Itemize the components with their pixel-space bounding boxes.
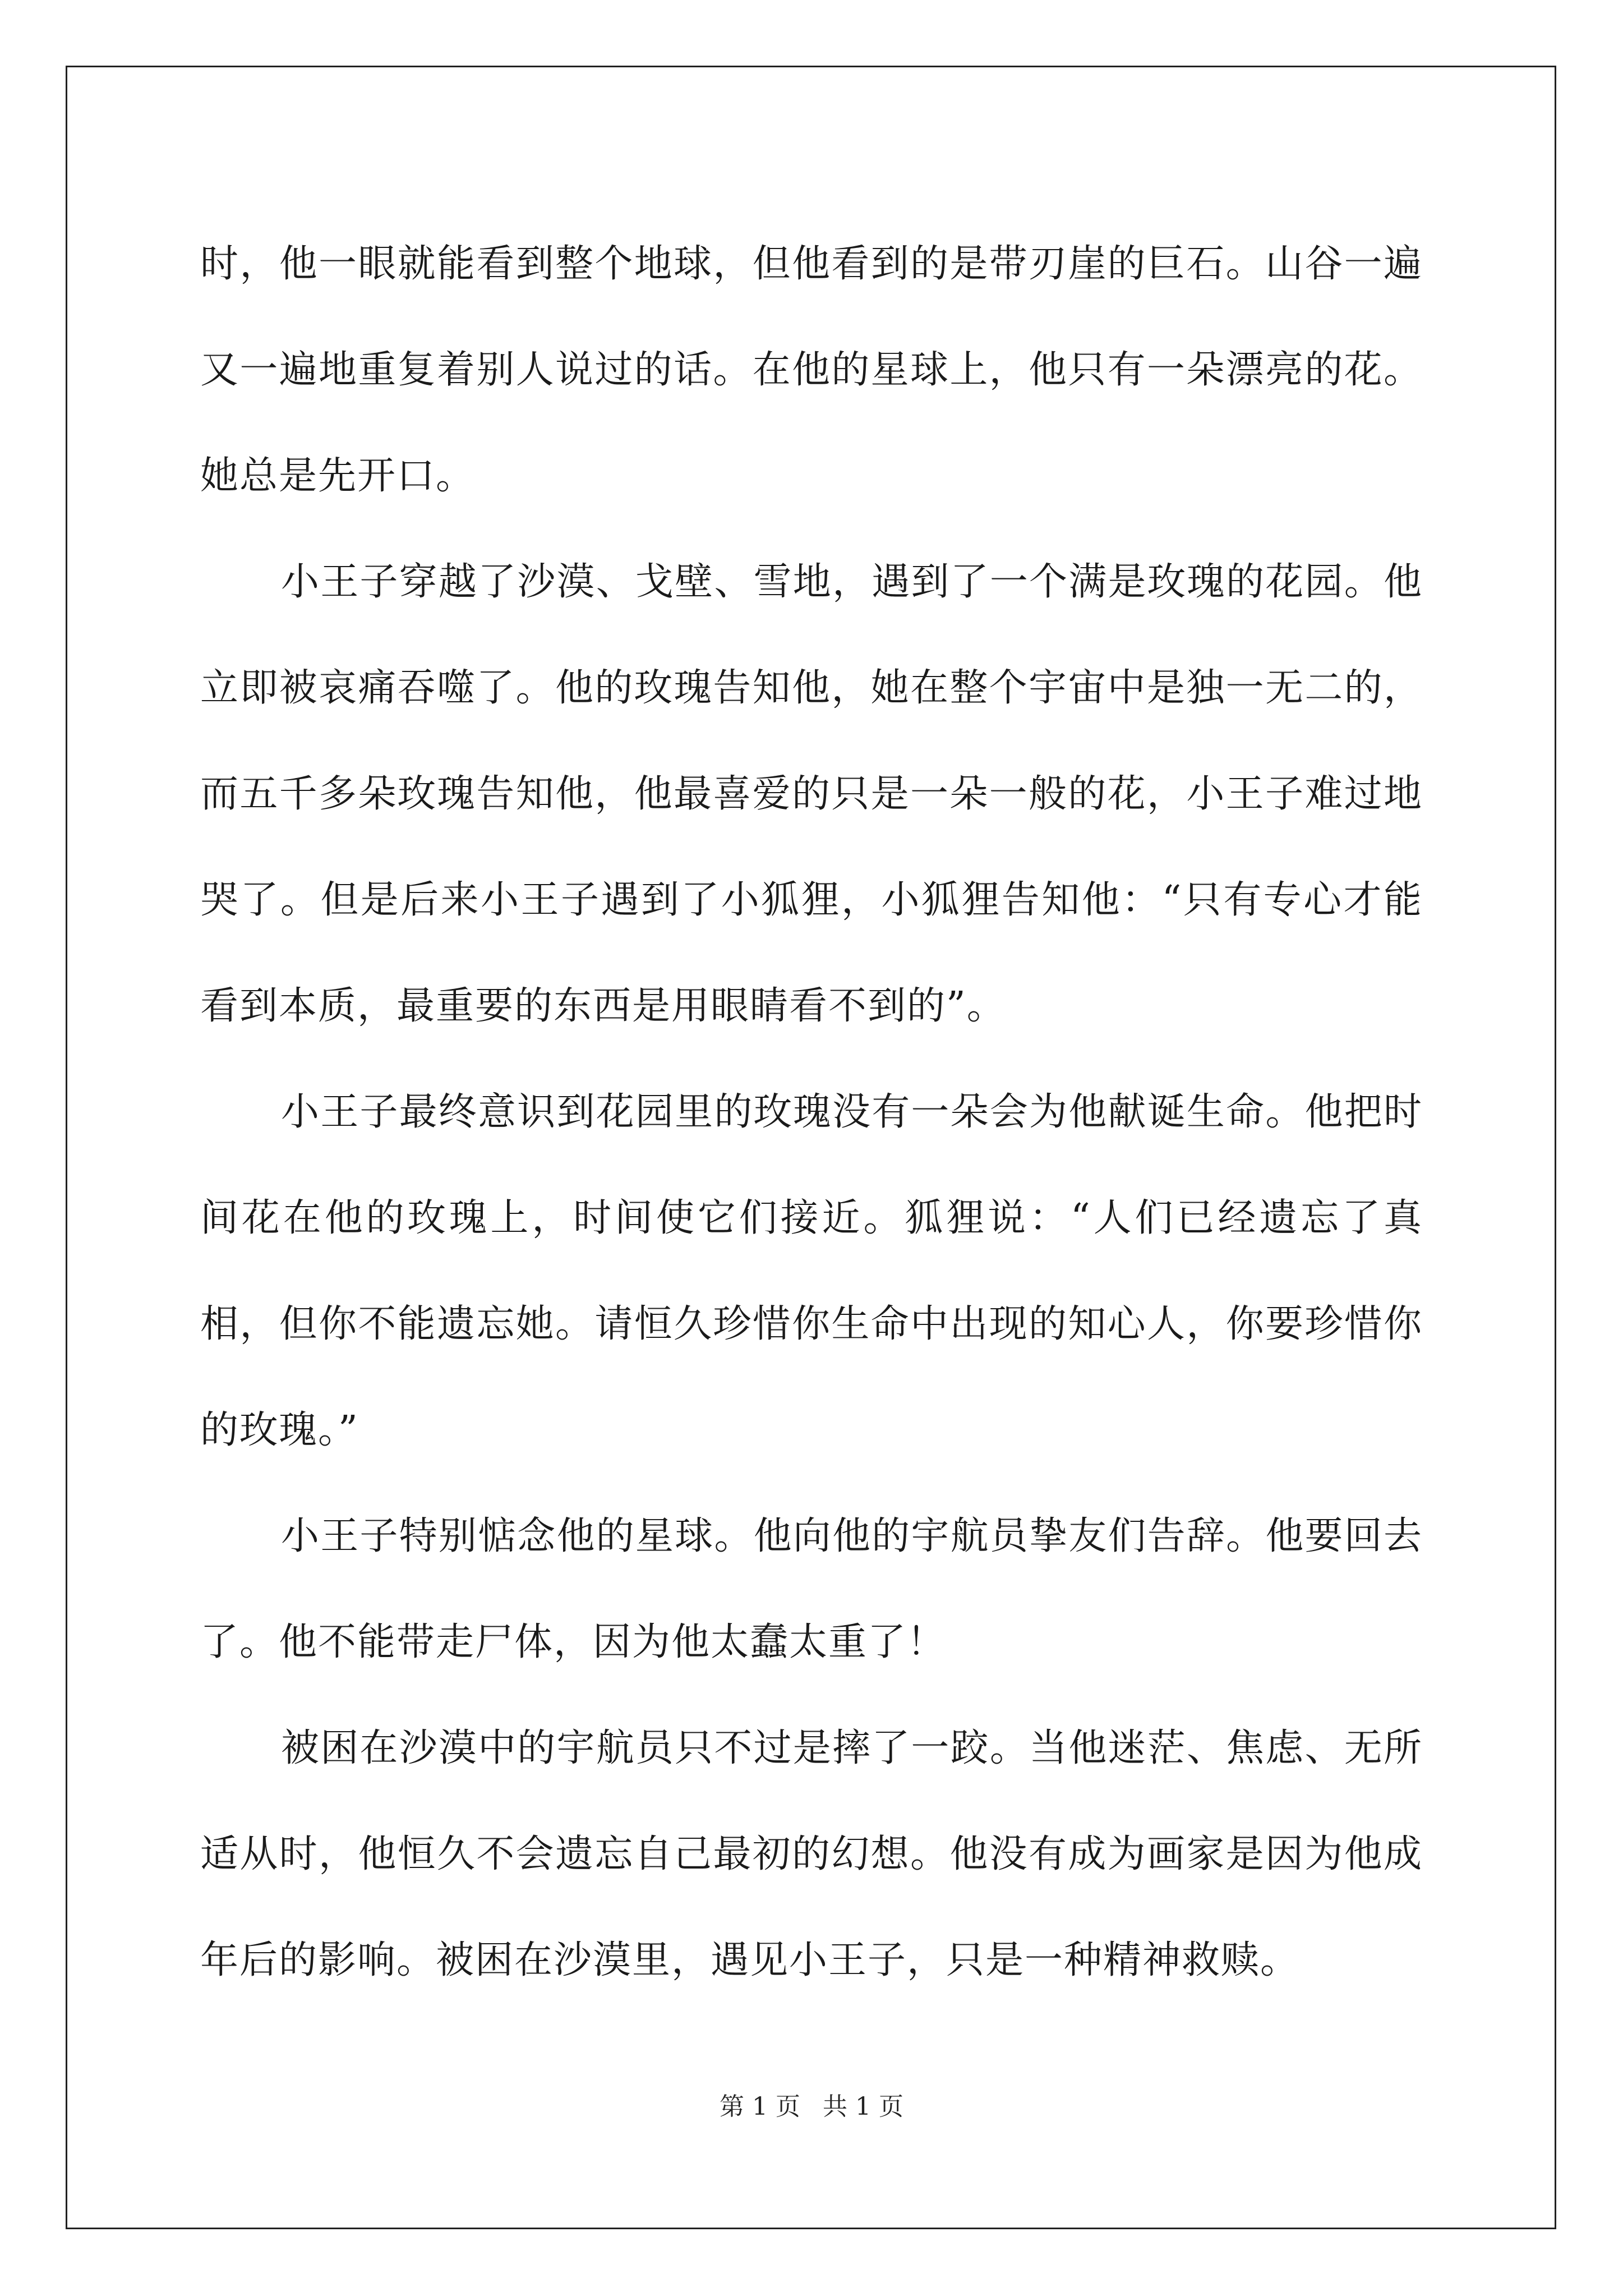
page-number: 第 1 页 (720, 2092, 800, 2121)
paragraph: 小王子穿越了沙漠、戈壁、雪地，遇到了一个满是玫瑰的花园。他立即被哀痛吞噬了。他的玫瑰告知他，她在整个宇宙中是独一无二的，而五千多朵玫瑰告知他，他最喜爱的只是一朵一般的花，小王子难过地哭了。但是后来小王子遇到了小狐狸，小狐狸告知他：“只有专心才能看到本质，最重要的东西是用眼睛看不到的”。 (200, 560, 1423, 1028)
page-total: 共 1 页 (823, 2092, 903, 2121)
paragraph: 小王子最终意识到花园里的玫瑰没有一朵会为他献诞生命。他把时间花在他的玫瑰上，时间使它们接近。狐狸说：“人们已经遗忘了真相，但你不能遗忘她。请恒久珍惜你生命中出现的知心人，你要珍惜你的玫瑰。” (200, 1090, 1423, 1452)
paragraph: 小王子特别惦念他的星球。他向他的宇航员挚友们告辞。他要回去了。他不能带走尸体，因为他太蠢太重了！ (200, 1514, 1423, 1664)
paragraph: 时，他一眼就能看到整个地球，但他看到的是带刃崖的巨石。山谷一遍又一遍地重复着别人说过的话。在他的星球上，他只有一朵漂亮的花。她总是先开口。 (200, 242, 1423, 498)
paragraph: 被困在沙漠中的宇航员只不过是摔了一跤。当他迷茫、焦虑、无所适从时，他恒久不会遗忘自己最初的幻想。他没有成为画家是因为他成年后的影响。被困在沙漠里，遇见小王子，只是一种精神救赎。 (200, 1726, 1423, 1982)
page-footer (0, 2090, 1623, 2124)
document-body (200, 211, 1423, 2013)
